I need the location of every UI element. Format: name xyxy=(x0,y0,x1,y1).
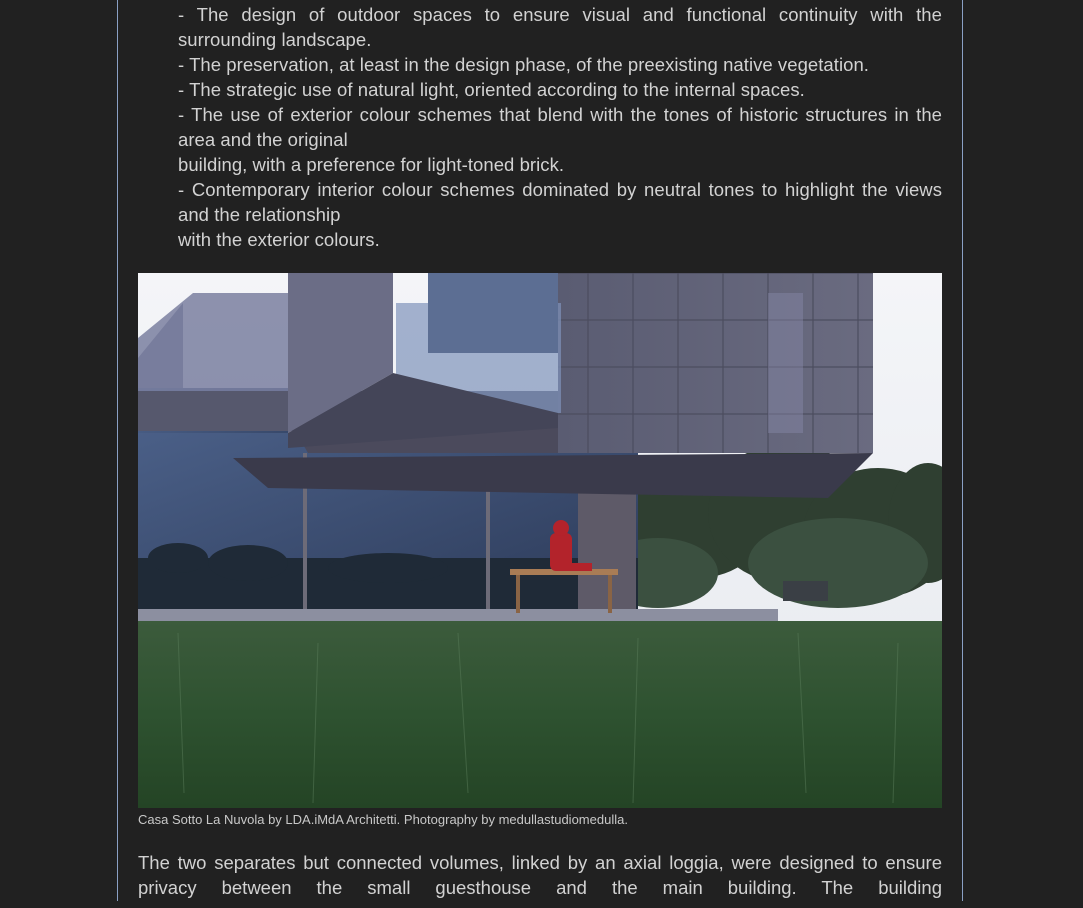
content-border-right xyxy=(962,0,963,901)
list-item: - Contemporary interior colour schemes dominated by neutral tones to highlight the views and the relationship xyxy=(178,179,942,225)
list-item: building, with a preference for light-toned brick. xyxy=(178,154,565,175)
list-item: - The strategic use of natural light, oriented according to the internal spaces. xyxy=(178,79,805,100)
photo-caption: Casa Sotto La Nuvola by LDA.iMdA Architetti. Photography by medullastudiomedulla. xyxy=(138,812,628,827)
list-item: - The preservation, at least in the design phase, of the preexisting native vegetation. xyxy=(178,54,869,75)
list-item: - The use of exterior colour schemes that blend with the tones of historic structures in the area and the original xyxy=(178,104,942,150)
body-paragraph: The two separates but connected volumes, linked by an axial loggia, were designed to ensure privacy between the small guesthouse and the main building. The building xyxy=(138,852,942,898)
list-item: - The design of outdoor spaces to ensure visual and functional continuity with the surrounding landscape. xyxy=(178,4,942,50)
house-photo-illustration xyxy=(138,273,942,808)
design-principles-list xyxy=(178,2,942,252)
content-border-left xyxy=(117,0,118,901)
article-photo xyxy=(138,273,942,808)
list-item: with the exterior colours. xyxy=(178,229,380,250)
